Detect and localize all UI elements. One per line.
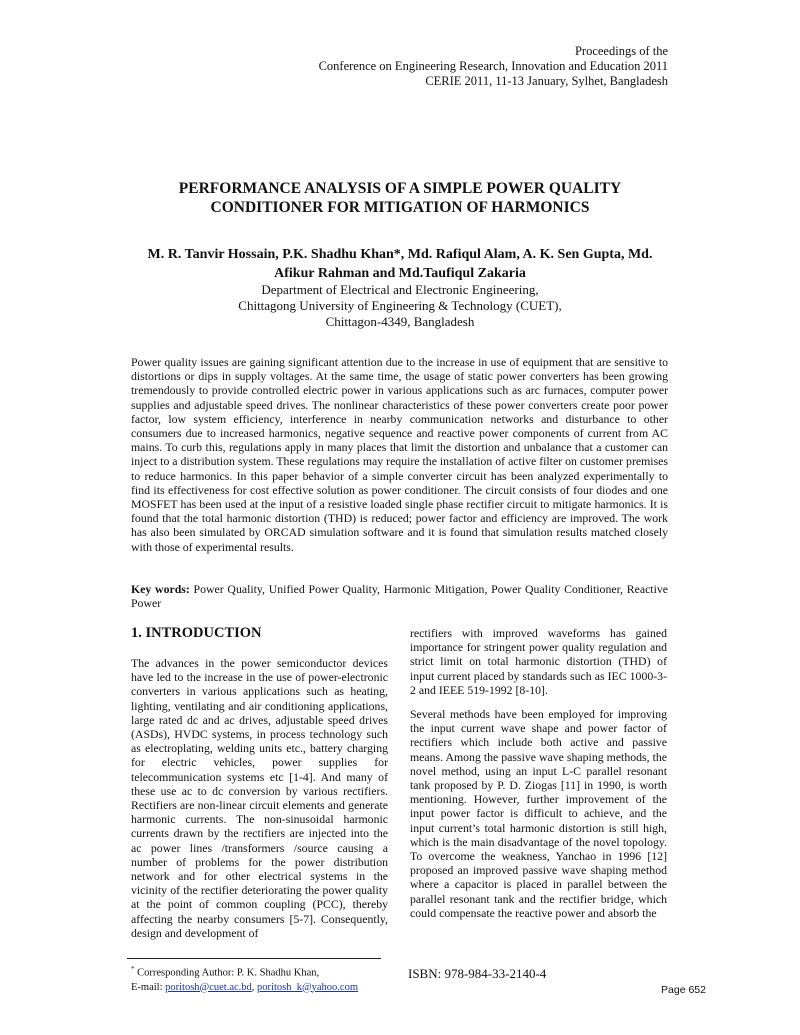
intro-paragraph: rectifiers with improved waveforms has gained importance for stringent power quality regulation and strict limit on total harmonic distortion (THD) of input current placed by standards such as IEC 1000-3-2 and IEEE 519-1992 [8-10]. bbox=[410, 626, 667, 697]
author-list bbox=[90, 245, 710, 283]
proceedings-header bbox=[248, 44, 668, 89]
abstract: Power quality issues are gaining significant attention due to the increase in use of equipment that are sensitive to distortions or dips in supply voltages. At the same time, the usage of static power converters has been growing tremendously to provide controlled electric power in various applications such as arc furnaces, computer power supplies and adjustable speed drives. The nonlinear characteristics of these power converters create poor power factor, low system efficiency, interference in nearby communication networks and disturbance to other consumers due to increased harmonics, negative sequence and reactive power components of current from AC mains. To curb this, regulations apply in many places that limit the distortion and unbalance that a customer can inject to a distribution system. These regulations may require the installation of active filter on customer premises to reduce harmonics. In this paper behavior of a simple converter circuit has been analyzed experimentally to find its effectiveness for cost effective solution as power conditioner. The circuit consists of four diodes and one MOSFET has been used at the input of a resistive loaded single phase rectifier circuit to mitigate harmonics. It is found that the total harmonic distortion (THD) is reduced; power factor and efficiency are improved. The work has also been simulated by ORCAD simulation software and it is found that simulation results matched closely with those of experimental results. bbox=[131, 355, 668, 554]
keywords-label: Key words: bbox=[131, 582, 190, 596]
footnote-marker: * bbox=[131, 965, 135, 973]
email-label: E-mail: bbox=[131, 981, 166, 993]
email-separator: , bbox=[251, 981, 258, 993]
email-link-yahoo[interactable]: poritosh_k@yahoo.com bbox=[257, 981, 358, 993]
intro-paragraph: The advances in the power semiconductor devices have led to the increase in the use of power-electronic converters in various applications such as heating, lighting, ventilating and air conditioning applications, large rated dc and ac drives, adjustable speed drives (ASDs), HVDC systems, in process technology such as electroplating, welding units etc., battery charging for electric vehicles, power supplies for telecommunication systems etc [1-4]. And many of these use ac to dc conversion by various rectifiers. Rectifiers are non-linear circuit elements and generate harmonic currents. The non-sinusoidal harmonic currents drawn by the rectifiers are injected into the ac power lines /transformers /source causing a number of problems for the power distribution network and for other electrical systems in the vicinity of the rectifier deteriorating the power quality at the point of common coupling (PCC), thereby affecting the nearby consumers [5-7]. Consequently, design and development of bbox=[131, 656, 388, 940]
header-line: Proceedings of the bbox=[574, 44, 668, 58]
intro-paragraph: Several methods have been employed for improving the input current wave shape and power factor of rectifiers which include both active and passive means. Among the passive wave shaping methods, the novel method, using an input L-C parallel resonant tank proposed by P. D. Ziogas [11] in 1990, is worth mentioning. However, further improvement of the input power factor is difficult to achieve, and the input current’s total harmonic distortion is still high, which is the main disadvantage of the novel topology. To overcome the weakness, Yanchao in 1996 [12] proposed an improved passive wave shaping method where a capacitor is placed in parallel between the parallel resonant tank and the rectifier bridge, which could compensate the reactive power and absorb the bbox=[410, 707, 667, 920]
right-column bbox=[410, 626, 667, 930]
affiliation-line: Chittagong University of Engineering & Technology (CUET), bbox=[238, 298, 562, 313]
email-link-cuet[interactable]: poritosh@cuet.ac.bd bbox=[165, 981, 252, 993]
affiliation bbox=[150, 282, 650, 330]
keywords-text: Power Quality, Unified Power Quality, Harmonic Mitigation, Power Quality Conditioner, Reactive Power bbox=[131, 582, 668, 611]
author-line: Afikur Rahman and Md.Taufiqul Zakaria bbox=[274, 266, 526, 281]
affiliation-line: Department of Electrical and Electronic Engineering, bbox=[261, 282, 539, 297]
title-line: CONDITIONER FOR MITIGATION OF HARMONICS bbox=[210, 199, 590, 216]
left-column bbox=[131, 624, 388, 950]
author-line: M. R. Tanvir Hossain, P.K. Shadhu Khan*, Md. Rafiqul Alam, A. K. Sen Gupta, Md. bbox=[147, 247, 653, 262]
page-number: Page 652 bbox=[661, 984, 706, 996]
keywords bbox=[131, 582, 668, 610]
footnote-author bbox=[131, 962, 401, 981]
header-line: Conference on Engineering Research, Innovation and Education 2011 bbox=[318, 59, 668, 73]
header-line: CERIE 2011, 11-13 January, Sylhet, Bangladesh bbox=[425, 74, 668, 88]
section-heading-introduction: 1. INTRODUCTION bbox=[131, 625, 262, 641]
affiliation-line: Chittagon-4349, Bangladesh bbox=[325, 314, 475, 329]
footnote-email bbox=[131, 981, 401, 995]
footnote-divider bbox=[127, 958, 381, 959]
isbn: ISBN: 978-984-33-2140-4 bbox=[408, 966, 547, 981]
title-line: PERFORMANCE ANALYSIS OF A SIMPLE POWER QUALITY bbox=[178, 180, 622, 197]
paper-title bbox=[100, 179, 700, 217]
footnote bbox=[131, 962, 401, 995]
footnote-author-text: Corresponding Author: P. K. Shadhu Khan, bbox=[134, 967, 320, 979]
